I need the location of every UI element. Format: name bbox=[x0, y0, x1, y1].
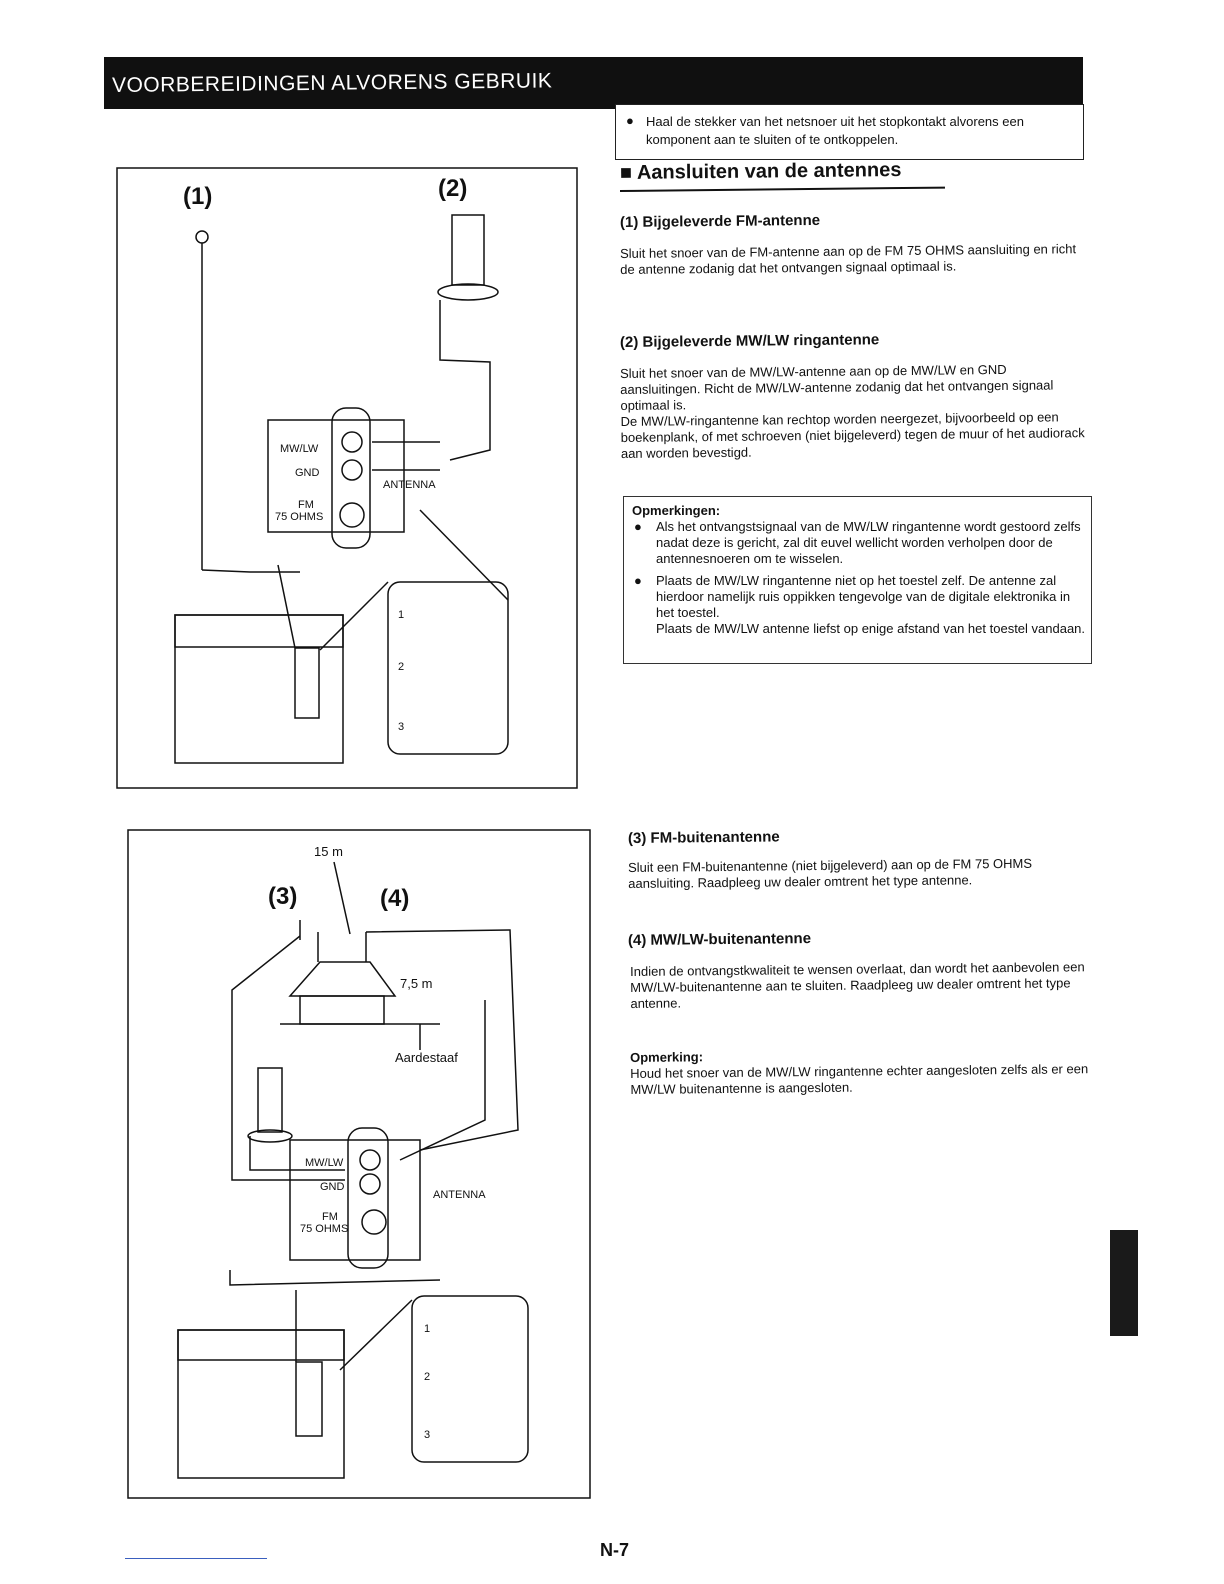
notice-text: Haal de stekker van het netsnoer uit het stopkontakt alvorens een komponent aan te sluiten of te ontkoppelen. bbox=[646, 114, 1024, 147]
fm-terminal-label: FM bbox=[298, 499, 314, 511]
antenna-label: ANTENNA bbox=[383, 479, 436, 491]
square-bullet-icon: ■ bbox=[619, 161, 633, 184]
height-label: 7,5 m bbox=[400, 976, 433, 991]
step-1-label: 1 bbox=[398, 609, 405, 621]
bullet-icon: ● bbox=[626, 113, 634, 128]
mwlw-supplied-paragraph-2: De MW/LW-ringantenne kan rechtop worden neergezet, bijvoorbeeld op een boekenplank, of met schroeven (niet bijgeleverd) tegen de muur of het audiorack aan worden bevestigd. bbox=[620, 409, 1085, 461]
fm-outdoor-heading: (3) FM-buitenantenne bbox=[627, 828, 780, 847]
mwlw-outdoor-text: Indien de ontvangstkwaliteit te wensen overlaat, dan wordt het aanbevolen een MW/LW-buitenantenne aan te sluiten. Raadpleeg uw dealer omtrent het type antenne. bbox=[630, 959, 1085, 1011]
remark-title: Opmerking: bbox=[630, 1049, 704, 1065]
bullet-icon: ● bbox=[634, 573, 642, 588]
note-item-2: Plaats de MW/LW ringantenne niet op het toestel zelf. De antenne zal hierdoor namelijk ruis oppikken tengevolge van de digitale elektronika in het toestel. bbox=[656, 573, 1071, 620]
mwlw-terminal-label: MW/LW bbox=[280, 443, 319, 455]
step-3-label: 3 bbox=[424, 1429, 431, 1441]
remark-text: Houd het snoer van de MW/LW ringantenne echter aangesloten zelfs als er een MW/LW buitenantenne is aangesloten. bbox=[630, 1061, 1089, 1097]
footer-line bbox=[125, 1558, 267, 1559]
gnd-terminal-label: GND bbox=[320, 1181, 345, 1193]
note-item-3: Plaats de MW/LW antenne liefst op enige afstand van het toestel vandaan. bbox=[656, 621, 1086, 636]
section-title-text: Aansluiten van de antennes bbox=[636, 159, 902, 184]
page-tab-marker bbox=[1110, 1230, 1138, 1336]
gnd-terminal-label: GND bbox=[295, 467, 320, 479]
ohms-label: 75 OHMS bbox=[300, 1223, 349, 1235]
ground-rod-label: Aardestaaf bbox=[395, 1050, 458, 1065]
mwlw-supplied-paragraph-1: Sluit het snoer van de MW/LW-antenne aan op de MW/LW en GND aansluitingen. Richt de MW/LW-antenne zodanig dat het ontvangen signaal optimaal is. bbox=[620, 361, 1054, 413]
note-item-1: Als het ontvangstsignaal van de MW/LW ringantenne wordt gestoord zelfs nadat deze is gericht, zal dit euvel wellicht worden verholpen door de antennesnoeren om te wisselen. bbox=[656, 519, 1081, 566]
notes-title: Opmerkingen: bbox=[632, 503, 721, 518]
antenna-label: ANTENNA bbox=[433, 1189, 486, 1201]
mwlw-outdoor-heading: (4) MW/LW-buitenantenne bbox=[627, 930, 812, 949]
page-number: N-7 bbox=[600, 1540, 630, 1560]
figure-2-label-3: (3) bbox=[268, 883, 298, 910]
fm-terminal-label: FM bbox=[322, 1211, 338, 1223]
fm-supplied-text: Sluit het snoer van de FM-antenne aan op de FM 75 OHMS aansluiting en richt de antenne zodanig dat het ontvangen signaal optimaal is. bbox=[620, 241, 1077, 277]
fm-outdoor-text: Sluit een FM-buitenantenne (niet bijgeleverd) aan op de FM 75 OHMS aansluiting. Raadpleeg uw dealer omtrent het type antenne. bbox=[628, 855, 1033, 891]
figure-2-label-4: (4) bbox=[380, 885, 410, 912]
mwlw-supplied-heading: (2) Bijgeleverde MW/LW ringantenne bbox=[619, 331, 880, 351]
step-2-label: 2 bbox=[424, 1371, 431, 1383]
figure-1-label-2: (2) bbox=[438, 175, 468, 202]
mwlw-terminal-label: MW/LW bbox=[305, 1157, 344, 1169]
ohms-label: 75 OHMS bbox=[275, 511, 324, 523]
distance-label: 15 m bbox=[314, 844, 343, 859]
step-1-label: 1 bbox=[424, 1323, 431, 1335]
fm-supplied-heading: (1) Bijgeleverde FM-antenne bbox=[619, 211, 821, 231]
bullet-icon: ● bbox=[634, 519, 642, 534]
page-title: VOORBEREIDINGEN ALVORENS GEBRUIK bbox=[111, 69, 553, 97]
figure-1-label-1: (1) bbox=[183, 183, 213, 210]
step-2-label: 2 bbox=[398, 661, 405, 673]
step-3-label: 3 bbox=[398, 721, 405, 733]
